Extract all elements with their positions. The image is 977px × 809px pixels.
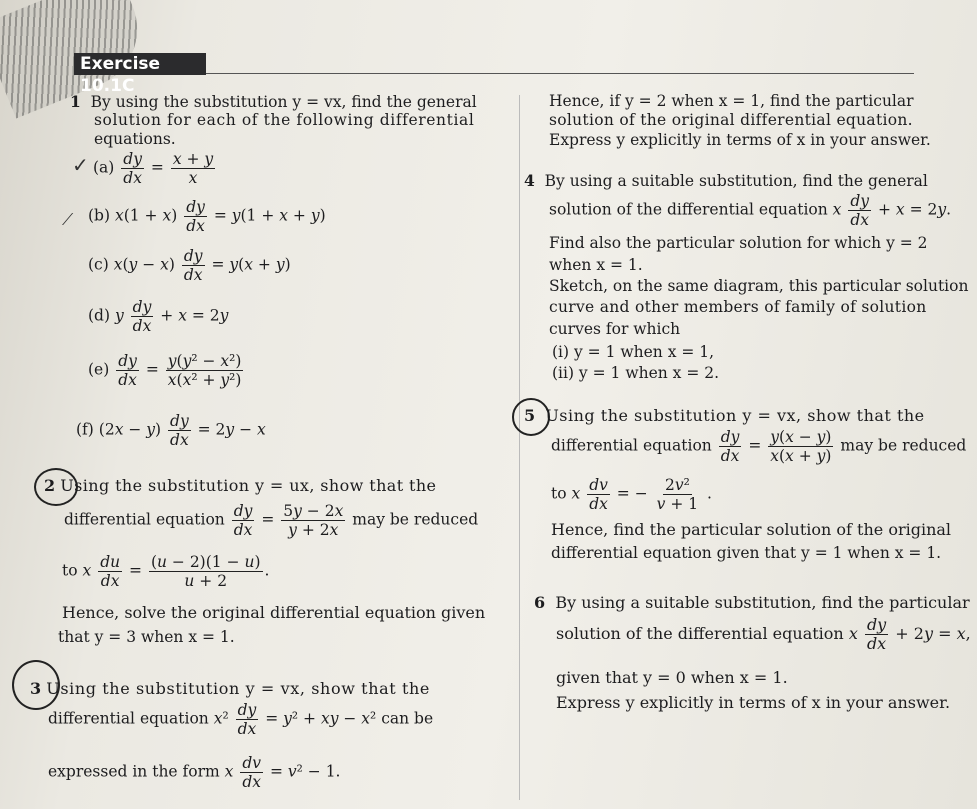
q5-line3: to x $\frac{dv}{dx}$ = − $\frac{\text{2v²}}{v + 1}$ . bbox=[551, 476, 712, 513]
q5-line5: differential equation given that y = 1 when x = 1. bbox=[551, 544, 942, 562]
checkmark-icon: ✓ bbox=[72, 153, 89, 177]
q1-part-f: (f) (2x − y) $\frac{dy}{dx}$ = 2y − x bbox=[76, 412, 266, 449]
q1-part-d: (d) y $\frac{dy}{dx}$ + x = 2y bbox=[88, 298, 229, 335]
q5-line1: 5 Using the substitution y = vx, show that the bbox=[524, 406, 925, 425]
q4-line4: when x = 1. bbox=[549, 256, 643, 274]
q3-line5: solution of the original differential equation. bbox=[549, 111, 913, 129]
q1-part-e: (e) $\frac{dy}{dx}$ = $\frac{\text{y(y² − x²)}}{\text{x(x² + y²)}}$ bbox=[88, 352, 242, 389]
q2-line1: 2 Using the substitution y = ux, show that the bbox=[44, 476, 437, 495]
q3-line4: Hence, if y = 2 when x = 1, find the particular bbox=[549, 92, 914, 110]
q4-sub-ii: (ii) y = 1 when x = 2. bbox=[552, 364, 720, 382]
q3-line2: differential equation x² $\frac{dy}{dx}$ = y² + xy − x² can be bbox=[48, 701, 434, 738]
q4-line7: curves for which bbox=[549, 320, 681, 338]
q2-line4: Hence, solve the original differential equation given bbox=[62, 603, 486, 622]
q3-line3: expressed in the form x $\frac{dv}{dx}$ = v² − 1. bbox=[48, 754, 341, 791]
column-divider bbox=[519, 95, 520, 800]
q1-line2: solution for each of the following differential bbox=[94, 111, 475, 129]
q6-line4: Express y explicitly in terms of x in your answer. bbox=[556, 693, 951, 712]
q1-part-a: (a) $\frac{dy}{dx}$ = $\frac{x + y}{x}$ bbox=[93, 150, 214, 187]
q5-line2: differential equation $\frac{dy}{dx}$ = $\frac{y(x - y)}{x(x + y)}$ may be reduced bbox=[551, 428, 967, 465]
q6-line1: 6 By using a suitable substitution, find the particular bbox=[534, 593, 970, 612]
header-rule bbox=[206, 73, 914, 74]
q4-line3: Find also the particular solution for which y = 2 bbox=[549, 234, 928, 252]
q2-line5: that y = 3 when x = 1. bbox=[58, 628, 235, 646]
exercise-title: Exercise 10.1C bbox=[74, 53, 206, 75]
q6-line2: solution of the differential equation x $\frac{dy}{dx}$ + 2y = x, bbox=[556, 615, 971, 653]
q4-sub-i: (i) y = 1 when x = 1, bbox=[552, 343, 715, 361]
q1-part-b: (b) x(1 + x) $\frac{dy}{dx}$ = y(1 + x + y) bbox=[88, 198, 326, 235]
pen-stroke-icon: ⟋ bbox=[62, 210, 74, 229]
q4-line1: 4 By using a suitable substitution, find the general bbox=[524, 171, 928, 190]
q1-line1: 1 By using the substitution y = vx, find the general bbox=[70, 92, 477, 111]
q3-line1: 3 Using the substitution y = vx, show that the bbox=[30, 679, 430, 698]
q1-part-c: (c) x(y − x) $\frac{dy}{dx}$ = y(x + y) bbox=[88, 247, 291, 284]
q4-line5: Sketch, on the same diagram, this particular solution bbox=[549, 277, 969, 295]
q4-line6: curve and other members of family of solution bbox=[549, 298, 927, 316]
q4-line2: solution of the differential equation x $\frac{dy}{dx}$ + x = 2y. bbox=[549, 192, 952, 229]
q6-line3: given that y = 0 when x = 1. bbox=[556, 668, 788, 687]
q2-line2: differential equation $\frac{dy}{dx}$ = $\frac{5y - 2x}{y + 2x}$ may be reduced bbox=[64, 502, 479, 539]
q1-number: 1 bbox=[70, 92, 81, 111]
q2-line3: to x $\frac{du}{dx}$ = $\frac{(u - 2)(1 - u)}{u + 2}$ . bbox=[62, 553, 270, 590]
q3-line6: Express y explicitly in terms of x in your answer. bbox=[549, 131, 931, 149]
q1-line3: equations. bbox=[94, 130, 176, 148]
q5-line4: Hence, find the particular solution of the original bbox=[551, 520, 952, 539]
